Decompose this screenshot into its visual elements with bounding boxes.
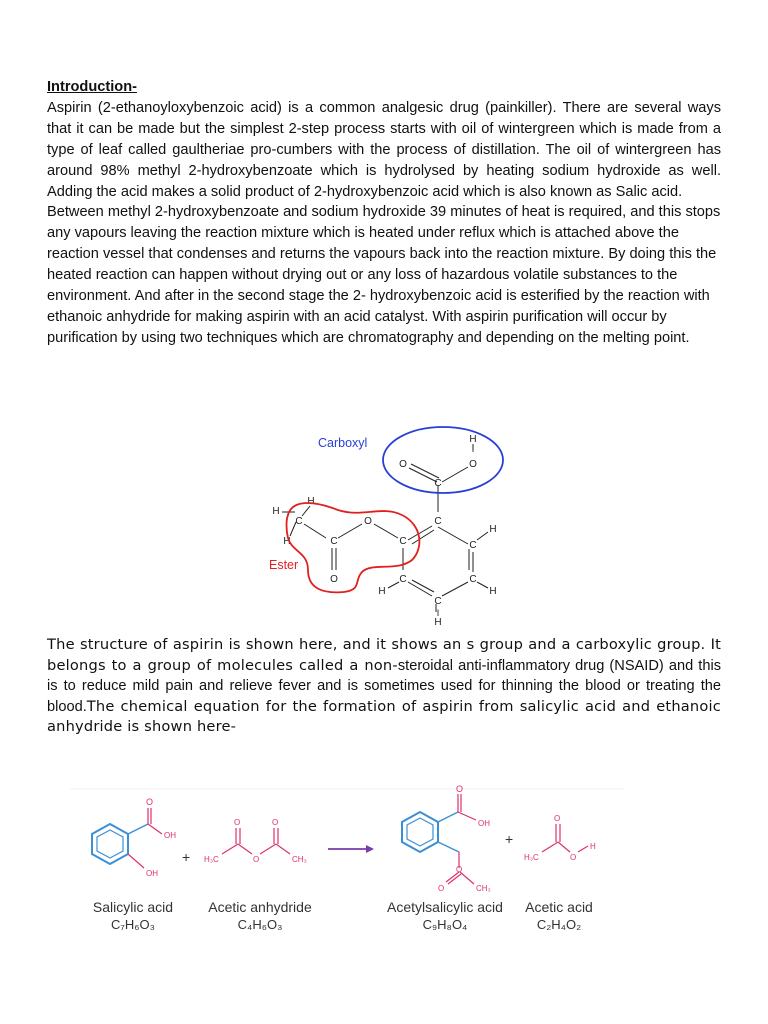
svg-text:C: C — [469, 574, 477, 585]
intro-paragraph-1: Aspirin (2-ethanoyloxybenzoic acid) is a common analgesic drug (painkiller). There are several ways that it can be made but the simplest 2-step process starts with oil of wintergreen which is made from a type of leaf called gaultheriae pro-cumbers with the process of distillation. The oil of wintergreen has around 98% methyl 2-hydroxybenzoate which is hydrolysed by heating sodium hydroxide as well. Adding the acid makes a solid product of 2-hydroxybenzoic acid which is also known as Salic acid. — [47, 99, 721, 200]
ester-label: Ester — [269, 558, 299, 572]
svg-text:O: O — [456, 784, 464, 794]
compound-name-acetic-anhydride: Acetic anhydride — [208, 899, 312, 915]
svg-text:O: O — [364, 516, 372, 527]
svg-text:O: O — [469, 459, 477, 470]
reaction-arrowhead — [366, 845, 374, 853]
compound-name-acetic-acid: Acetic acid — [525, 899, 593, 915]
svg-text:C: C — [434, 478, 442, 489]
svg-text:O: O — [272, 818, 279, 827]
svg-text:O: O — [146, 797, 154, 807]
para2-part-2: steroidal anti-inflammatory drug (NSAID) and this is to reduce mild pain and relieve fever and is sometimes used for thinning the blood or treating the blood. — [47, 657, 721, 715]
svg-text:O: O — [399, 459, 407, 470]
para2-part-3: The chemical equation for the formation of aspirin from salicylic acid and ethanoic anhydride is shown here- — [47, 697, 721, 735]
compound-formula-acetic-acid: C₂H₄O₂ — [536, 917, 582, 932]
compound-name-salicylic-acid: Salicylic acid — [92, 899, 174, 915]
svg-text:C: C — [399, 574, 407, 585]
svg-text:H: H — [378, 586, 386, 597]
svg-text:OH: OH — [146, 869, 158, 878]
plus-sign-1: + — [182, 849, 191, 865]
svg-text:C: C — [434, 596, 442, 607]
svg-text:O: O — [330, 574, 338, 585]
svg-text:OH: OH — [478, 819, 490, 828]
introduction-heading: Introduction- — [47, 79, 137, 95]
svg-text:H: H — [434, 617, 442, 628]
para2-part-1: The structure of aspirin is shown here, and it shows an s group and a carboxylic group. It belongs to a group of molecules called a non- — [47, 636, 721, 674]
compound-name-acetylsalicylic-acid: Acetylsalicylic acid — [387, 899, 503, 915]
acetic-acid-structure — [542, 824, 588, 852]
svg-text:O: O — [234, 818, 241, 827]
svg-text:H: H — [272, 506, 280, 517]
introduction-section — [47, 77, 721, 349]
svg-text:H: H — [283, 536, 291, 547]
svg-text:H: H — [469, 434, 477, 445]
svg-text:H: H — [489, 586, 497, 597]
svg-text:CH₃: CH₃ — [476, 884, 491, 893]
svg-text:O: O — [554, 814, 561, 823]
svg-text:O: O — [456, 865, 463, 874]
svg-text:O: O — [438, 884, 445, 893]
compound-formula-acetylsalicylic-acid: C₉H₈O₄ — [422, 917, 468, 932]
svg-text:C: C — [434, 516, 442, 527]
plus-sign-2: + — [505, 831, 514, 847]
acetic-anhydride-structure — [222, 828, 290, 854]
svg-text:OH: OH — [164, 831, 176, 840]
svg-text:H: H — [590, 842, 596, 851]
svg-text:O: O — [570, 853, 577, 862]
svg-text:C: C — [469, 540, 477, 551]
svg-text:H₃C: H₃C — [524, 853, 539, 862]
compound-formula-acetic-anhydride: C₄H₆O₃ — [237, 917, 283, 932]
intro-paragraph-2: Between methyl 2-hydroxybenzoate and sodium hydroxide 39 minutes of heat is required, and this stops any vapours leaving the reaction mixture which is heated under reflux which is attached above the reaction vessel that condenses and returns the vapours back into the reaction mixture. By doing this the heated reaction can happen without drying out or any loss of hazardous volatile substances to the environment. And after in the second stage the 2- hydroxybenzoic acid is esterified by the reaction with ethanoic anhydride for making aspirin with an acid catalyst. With aspirin purification will occur by purification by using two techniques which are chromatography and depending on the melting point. — [47, 204, 721, 346]
svg-text:I: I — [471, 444, 475, 454]
svg-text:C: C — [399, 536, 407, 547]
svg-text:I: I — [436, 608, 440, 618]
svg-text:CH₃: CH₃ — [292, 855, 307, 864]
svg-text:H₃C: H₃C — [204, 855, 219, 864]
carboxyl-label: Carboxyl — [318, 436, 368, 450]
acetylsalicylic-acid-structure — [402, 784, 491, 893]
svg-text:H: H — [307, 496, 315, 507]
svg-text:O: O — [253, 855, 260, 864]
compound-formula-salicylic-acid: C₇H₆O₃ — [111, 917, 155, 932]
svg-text:C: C — [330, 536, 338, 547]
salicylic-acid-structure — [92, 797, 176, 878]
reaction-equation-figure — [70, 772, 630, 942]
svg-text:H: H — [489, 524, 497, 535]
structure-description-paragraph — [47, 635, 721, 738]
svg-text:C: C — [295, 516, 303, 527]
aspirin-structure-figure — [262, 420, 524, 630]
